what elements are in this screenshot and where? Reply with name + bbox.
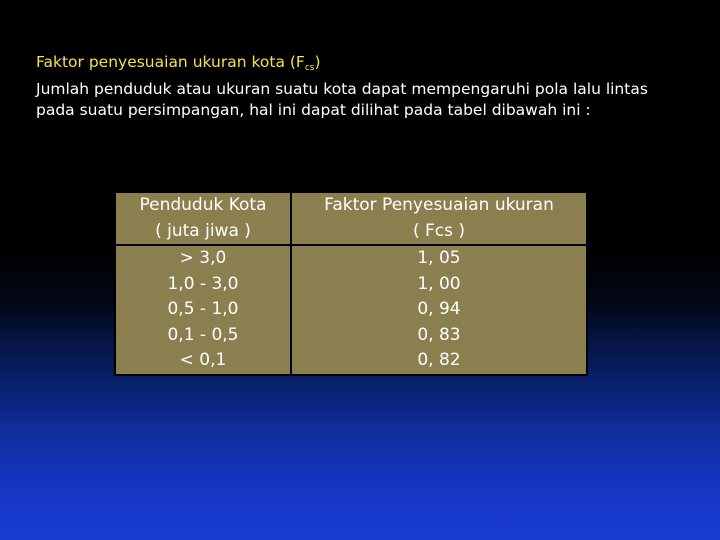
population-value: > 3,0 [179, 248, 227, 268]
population-values-cell [115, 245, 291, 375]
heading-suffix: ) [314, 53, 321, 71]
heading-text: Faktor penyesuaian ukuran kota (F [36, 53, 305, 71]
table-body-row [115, 245, 587, 375]
population-value: 0,5 - 1,0 [167, 299, 239, 319]
header-population-line-1: Penduduk Kota [139, 195, 267, 215]
factor-value: 0, 94 [417, 299, 461, 319]
factor-value: 1, 05 [417, 248, 461, 268]
population-value: 1,0 - 3,0 [167, 273, 239, 294]
population-value: 0,1 - 0,5 [167, 324, 239, 345]
city-size-factor-table-wrapper [114, 191, 588, 376]
factor-value: 0, 83 [417, 324, 461, 345]
table-header-row [115, 192, 587, 245]
header-population-line-2: ( juta jiwa ) [155, 220, 251, 241]
heading-subscript: cs [304, 63, 315, 73]
intro-text-block [36, 52, 696, 121]
paragraph-line-1: Jumlah penduduk atau ukuran suatu kota dapat mempengaruhi pola lalu lintas [36, 80, 648, 98]
header-population [115, 192, 291, 245]
city-size-factor-table [114, 191, 588, 376]
section-heading [36, 52, 696, 79]
factor-value: 0, 82 [417, 350, 461, 370]
header-factor [291, 192, 587, 245]
header-factor-line-1: Faktor Penyesuaian ukuran [324, 195, 554, 215]
population-value: < 0,1 [179, 350, 227, 370]
factor-values-cell [291, 245, 587, 375]
header-factor-line-2: ( Fcs ) [412, 220, 466, 241]
paragraph-line-2: pada suatu persimpangan, hal ini dapat dilihat pada tabel dibawah ini : [36, 101, 591, 119]
factor-value: 1, 00 [417, 273, 461, 294]
